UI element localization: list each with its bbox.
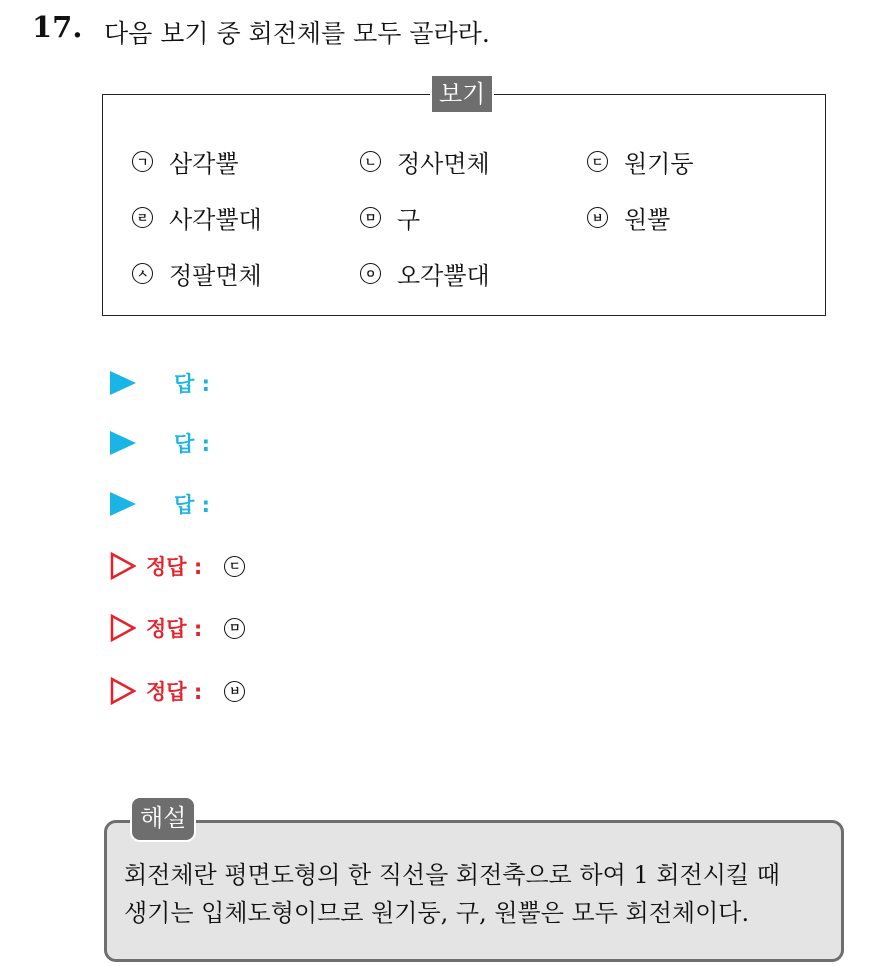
circled-letter-icon: ㅂ: [224, 681, 245, 702]
question-text: 다음 보기 중 회전체를 모두 골라라.: [104, 19, 490, 48]
correct-answer-label: 정답 :: [146, 555, 203, 579]
option-text: 사각뿔대: [169, 206, 262, 234]
option-item: [132, 144, 239, 179]
answer-label: 답 :: [174, 432, 210, 456]
circled-letter-icon: ㄱ: [132, 151, 153, 172]
option-item: [360, 256, 490, 291]
circled-letter-icon: ㄴ: [360, 151, 381, 172]
circled-letter-icon: ㄷ: [224, 556, 245, 577]
circled-letter-icon: ㅇ: [360, 263, 381, 284]
circled-letter-icon: ㅁ: [224, 618, 245, 639]
play-arrow-icon: [110, 371, 136, 395]
outline-arrow-icon: [110, 614, 136, 642]
option-text: 삼각뿔: [169, 150, 239, 178]
correct-answer-row: [110, 674, 245, 708]
option-item: [360, 144, 490, 179]
solution-line: 회전체란 평면도형의 한 직선을 회전축으로 하여 1 회전시킬 때: [124, 861, 780, 889]
answer-label: 답 :: [174, 493, 210, 517]
circled-letter-icon: ㅅ: [132, 263, 153, 284]
option-text: 정사면체: [397, 150, 490, 178]
outline-arrow-icon: [110, 552, 136, 580]
option-text: 정팔면체: [169, 262, 262, 290]
circled-letter-icon: ㅁ: [360, 207, 381, 228]
option-text: 원뿔: [624, 206, 671, 234]
circled-letter-icon: ㄷ: [587, 151, 608, 172]
correct-answer-row: [110, 549, 245, 583]
option-text: 원기둥: [624, 150, 694, 178]
solution-text: [124, 856, 836, 932]
option-item: [587, 200, 670, 235]
answer-row[interactable]: [110, 487, 210, 521]
correct-answer-row: [110, 611, 245, 645]
question-number: 17.: [32, 10, 83, 44]
answer-row[interactable]: [110, 426, 210, 460]
option-item: [132, 200, 262, 235]
outline-arrow-icon: [110, 677, 136, 705]
correct-answer-label: 정답 :: [146, 617, 203, 641]
answer-row[interactable]: [110, 366, 210, 400]
solution-line: 생기는 입체도형이므로 원기둥, 구, 원뿔은 모두 회전체이다.: [124, 899, 750, 927]
play-arrow-icon: [110, 431, 136, 455]
option-item: [587, 144, 694, 179]
correct-answer-label: 정답 :: [146, 680, 203, 704]
solution-label: 해설: [130, 796, 196, 842]
option-item: [360, 200, 420, 235]
answer-label: 답 :: [174, 372, 210, 396]
bogi-label: 보기: [430, 76, 494, 112]
option-text: 오각뿔대: [397, 262, 490, 290]
play-arrow-icon: [110, 492, 136, 516]
circled-letter-icon: ㅂ: [587, 207, 608, 228]
circled-letter-icon: ㄹ: [132, 207, 153, 228]
option-text: 구: [397, 206, 421, 234]
option-item: [132, 256, 262, 291]
